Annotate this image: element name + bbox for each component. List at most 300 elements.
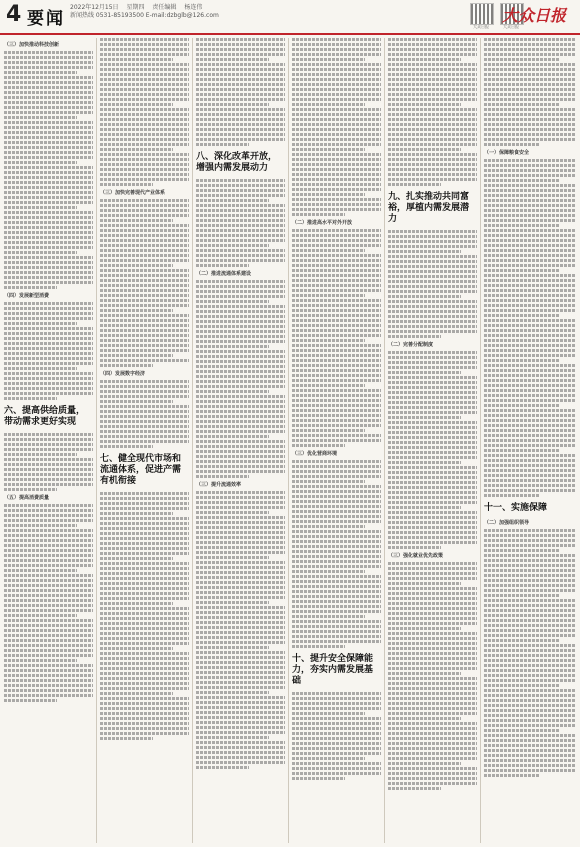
body-text-block — [484, 529, 576, 777]
text-line — [388, 173, 477, 176]
text-line — [292, 168, 381, 171]
text-line — [484, 138, 576, 141]
text-line — [484, 199, 576, 202]
text-line — [4, 141, 93, 144]
text-line — [292, 404, 381, 407]
text-line — [484, 639, 559, 642]
text-line — [292, 138, 381, 141]
body-text-block — [484, 159, 576, 497]
body-text-block — [100, 492, 189, 740]
section-heading-7: 七、健全现代市场和流通体系，促进产需有机衔接 — [100, 454, 182, 486]
text-line — [100, 597, 189, 600]
text-line — [196, 450, 285, 453]
text-line — [388, 300, 477, 303]
text-line — [484, 574, 576, 577]
text-line — [292, 777, 345, 780]
text-line — [388, 747, 477, 750]
text-line — [196, 491, 285, 494]
text-line — [388, 496, 477, 499]
text-line — [388, 541, 477, 544]
text-line — [484, 404, 559, 407]
article-column-2 — [100, 38, 189, 843]
text-line — [4, 362, 93, 365]
text-line — [100, 702, 189, 705]
text-line — [484, 724, 576, 727]
text-line — [292, 399, 381, 402]
text-line — [196, 93, 285, 96]
text-line — [292, 344, 381, 347]
text-line — [100, 163, 189, 166]
text-line — [484, 364, 576, 367]
text-line — [196, 696, 285, 699]
text-line — [484, 539, 576, 542]
text-line — [292, 570, 365, 573]
text-line — [484, 294, 576, 297]
text-line — [484, 769, 576, 772]
text-line — [292, 364, 381, 367]
text-line — [292, 702, 381, 705]
text-line — [100, 63, 189, 66]
text-line — [292, 444, 345, 447]
header-rule — [0, 33, 580, 35]
text-line — [292, 585, 381, 588]
text-line — [484, 319, 576, 322]
subhead: （二）完善分配制度 — [388, 342, 434, 348]
text-line — [4, 478, 93, 481]
text-line — [292, 515, 381, 518]
section-heading-9: 九、扎实推动共同富裕，厚植内需发展潜力 — [388, 192, 470, 224]
text-line — [292, 697, 381, 700]
text-line — [4, 599, 93, 602]
text-line — [4, 226, 93, 229]
text-line — [388, 416, 461, 419]
text-line — [484, 594, 559, 597]
text-line — [388, 118, 477, 121]
text-line — [292, 540, 381, 543]
text-line — [196, 214, 285, 217]
text-line — [4, 221, 93, 224]
text-line — [196, 731, 285, 734]
text-line — [196, 325, 285, 328]
text-line — [484, 53, 576, 56]
text-line — [484, 544, 576, 547]
text-line — [196, 561, 285, 564]
text-line — [388, 406, 477, 409]
text-line — [4, 216, 93, 219]
text-line — [4, 56, 93, 59]
text-line — [484, 384, 576, 387]
article-column-3 — [196, 38, 285, 843]
text-line — [100, 637, 189, 640]
text-line — [484, 474, 576, 477]
text-line — [388, 371, 461, 374]
text-line — [484, 644, 576, 647]
text-line — [484, 764, 576, 767]
text-line — [4, 609, 93, 612]
text-line — [388, 386, 477, 389]
text-line — [4, 529, 93, 532]
text-line — [100, 577, 189, 580]
text-line — [292, 625, 381, 628]
text-line — [292, 203, 381, 206]
text-line — [484, 389, 576, 392]
column-divider — [480, 38, 481, 843]
text-line — [292, 590, 381, 593]
text-line — [484, 224, 559, 227]
text-line — [292, 620, 381, 623]
text-line — [388, 178, 477, 181]
text-line — [484, 269, 559, 272]
text-line — [100, 622, 189, 625]
subhead: （二）推进流通体系建设 — [196, 271, 252, 277]
text-line — [484, 664, 576, 667]
text-line — [100, 420, 189, 423]
text-line — [100, 592, 189, 595]
text-line — [484, 439, 576, 442]
text-line — [100, 209, 189, 212]
text-line — [196, 335, 285, 338]
text-line — [292, 717, 381, 720]
text-line — [484, 314, 559, 317]
text-line — [196, 681, 285, 684]
text-line — [292, 98, 381, 101]
text-line — [196, 506, 285, 509]
article-column-6 — [484, 38, 576, 843]
text-line — [292, 213, 345, 216]
text-line — [292, 414, 381, 417]
text-line — [4, 86, 93, 89]
text-line — [196, 48, 285, 51]
text-line — [292, 314, 381, 317]
text-line — [484, 624, 576, 627]
text-line — [292, 757, 365, 760]
text-line — [100, 537, 189, 540]
text-line — [388, 411, 477, 414]
text-line — [196, 280, 285, 283]
text-line — [484, 68, 576, 71]
text-line — [196, 686, 285, 689]
section-title: 要闻 — [27, 9, 65, 29]
text-line — [484, 369, 576, 372]
text-line — [292, 158, 381, 161]
body-text-block — [484, 38, 576, 146]
text-line — [388, 727, 477, 730]
text-line — [388, 103, 461, 106]
body-text-block — [196, 491, 285, 769]
text-line — [388, 521, 477, 524]
text-line — [196, 118, 285, 121]
text-line — [100, 214, 189, 217]
text-line — [292, 38, 381, 41]
text-line — [196, 551, 285, 554]
text-line — [196, 123, 285, 126]
text-line — [196, 179, 285, 182]
text-line — [484, 284, 576, 287]
text-line — [4, 266, 93, 269]
text-line — [388, 567, 477, 570]
text-line — [484, 739, 576, 742]
text-line — [292, 143, 381, 146]
text-line — [388, 83, 477, 86]
text-line — [4, 131, 93, 134]
text-line — [4, 664, 93, 667]
text-line — [292, 188, 381, 191]
text-line — [484, 434, 576, 437]
text-line — [4, 483, 93, 486]
text-line — [292, 113, 381, 116]
text-line — [100, 239, 189, 242]
text-line — [100, 627, 189, 630]
text-line — [388, 562, 477, 565]
text-line — [388, 787, 441, 790]
text-line — [388, 587, 477, 590]
text-line — [100, 168, 189, 171]
text-line — [100, 224, 189, 227]
text-line — [292, 88, 381, 91]
text-line — [4, 559, 93, 562]
text-line — [4, 544, 93, 547]
text-line — [292, 510, 381, 513]
text-line — [100, 617, 189, 620]
section-heading-11: 十一、实施保障 — [484, 503, 548, 513]
text-line — [292, 742, 381, 745]
text-line — [292, 234, 381, 237]
text-line — [388, 737, 477, 740]
text-line — [100, 652, 189, 655]
text-line — [100, 507, 189, 510]
text-line — [388, 667, 477, 670]
text-line — [484, 579, 576, 582]
text-line — [196, 761, 285, 764]
text-line — [484, 38, 576, 41]
body-text-block — [292, 229, 381, 447]
text-line — [388, 295, 461, 298]
text-line — [484, 164, 576, 167]
text-line — [388, 320, 477, 323]
text-line — [388, 396, 477, 399]
text-line — [484, 704, 576, 707]
text-line — [100, 697, 189, 700]
text-line — [484, 239, 576, 242]
text-line — [100, 279, 189, 282]
text-line — [388, 471, 477, 474]
text-line — [292, 359, 381, 362]
text-line — [388, 767, 477, 770]
text-line — [4, 453, 77, 456]
text-line — [4, 246, 93, 249]
text-line — [100, 405, 189, 408]
text-line — [196, 345, 269, 348]
text-line — [196, 400, 285, 403]
text-line — [100, 722, 189, 725]
text-line — [100, 557, 173, 560]
text-line — [484, 634, 576, 637]
subhead: （三）强化就业优先政策 — [388, 553, 444, 559]
text-line — [484, 414, 576, 417]
text-line — [292, 73, 381, 76]
text-line — [100, 299, 189, 302]
text-line — [292, 123, 381, 126]
text-line — [292, 707, 381, 710]
text-line — [292, 424, 381, 427]
column-divider — [96, 38, 97, 843]
text-line — [100, 354, 173, 357]
text-line — [388, 692, 477, 695]
text-line — [388, 511, 477, 514]
text-line — [388, 275, 477, 278]
section-heading-6: 六、提高供给质量，带动需求更好实现 — [4, 406, 86, 427]
text-line — [388, 250, 461, 253]
text-line — [196, 63, 285, 66]
text-line — [484, 734, 576, 737]
text-line — [388, 762, 461, 765]
text-line — [196, 626, 285, 629]
text-line — [292, 379, 381, 382]
text-line — [292, 752, 381, 755]
text-line — [388, 486, 477, 489]
text-line — [388, 531, 477, 534]
body-text-block — [292, 460, 381, 648]
text-line — [100, 284, 189, 287]
text-line — [100, 552, 189, 555]
text-line — [388, 697, 477, 700]
text-line — [292, 560, 381, 563]
text-line — [484, 444, 576, 447]
text-line — [196, 651, 285, 654]
text-line — [100, 517, 189, 520]
text-line — [388, 351, 477, 354]
text-line — [484, 629, 576, 632]
text-line — [4, 372, 93, 375]
text-line — [292, 319, 381, 322]
text-line — [388, 153, 477, 156]
text-line — [484, 184, 576, 187]
text-line — [388, 642, 477, 645]
text-line — [4, 624, 93, 627]
text-line — [388, 58, 461, 61]
text-line — [388, 476, 477, 479]
text-line — [100, 632, 189, 635]
text-line — [196, 571, 285, 574]
text-line — [484, 694, 576, 697]
text-line — [388, 133, 477, 136]
text-line — [100, 607, 189, 610]
text-line — [4, 554, 93, 557]
text-line — [484, 254, 576, 257]
text-line — [292, 530, 381, 533]
text-line — [484, 464, 576, 467]
text-line — [484, 774, 539, 777]
text-line — [4, 307, 93, 310]
subhead: （二）推进高水平对外开放 — [292, 220, 353, 226]
text-line — [100, 158, 189, 161]
text-line — [292, 198, 381, 201]
text-line — [196, 621, 285, 624]
text-line — [292, 58, 365, 61]
text-line — [4, 584, 93, 587]
text-line — [196, 526, 285, 529]
text-line — [484, 674, 576, 677]
subhead: （四）发展新型消费 — [4, 293, 50, 299]
text-line — [292, 692, 381, 695]
text-line — [484, 669, 576, 672]
text-line — [196, 234, 285, 237]
text-line — [388, 63, 477, 66]
text-line — [100, 662, 189, 665]
text-line — [196, 184, 285, 187]
text-line — [388, 607, 477, 610]
text-line — [196, 290, 285, 293]
text-line — [292, 747, 381, 750]
text-line — [388, 461, 461, 464]
text-line — [388, 536, 477, 539]
text-line — [4, 564, 93, 567]
text-line — [388, 772, 477, 775]
text-line — [196, 219, 285, 222]
text-line — [100, 612, 189, 615]
text-line — [388, 245, 477, 248]
text-line — [100, 98, 189, 101]
text-line — [484, 589, 576, 592]
text-line — [196, 73, 285, 76]
text-line — [100, 244, 189, 247]
text-line — [292, 762, 381, 765]
text-line — [292, 575, 381, 578]
text-line — [292, 289, 381, 292]
text-line — [4, 211, 93, 214]
text-line — [196, 128, 285, 131]
text-line — [388, 260, 477, 263]
text-line — [292, 83, 381, 86]
text-line — [4, 488, 57, 491]
text-line — [100, 113, 189, 116]
text-line — [4, 519, 93, 522]
text-line — [388, 742, 477, 745]
text-line — [4, 629, 93, 632]
text-line — [4, 509, 93, 512]
text-line — [4, 352, 93, 355]
text-line — [196, 511, 269, 514]
text-line — [484, 654, 576, 657]
text-line — [100, 249, 189, 252]
subhead: （三）加快完善现代产业体系 — [100, 190, 166, 196]
text-line — [484, 684, 559, 687]
text-line — [100, 289, 189, 292]
text-line — [292, 580, 381, 583]
text-line — [4, 251, 77, 254]
text-line — [196, 113, 285, 116]
text-line — [100, 400, 173, 403]
text-line — [4, 51, 93, 54]
text-line — [100, 133, 189, 136]
text-line — [4, 71, 77, 74]
text-line — [292, 43, 381, 46]
text-line — [196, 611, 285, 614]
text-line — [484, 619, 576, 622]
text-line — [484, 43, 576, 46]
text-line — [292, 565, 381, 568]
text-line — [100, 304, 189, 307]
text-line — [196, 199, 269, 202]
text-line — [484, 429, 576, 432]
text-line — [100, 497, 189, 500]
text-line — [292, 712, 365, 715]
text-line — [388, 456, 477, 459]
text-line — [292, 369, 381, 372]
text-line — [292, 495, 381, 498]
text-line — [388, 702, 477, 705]
qr-code-left-icon — [470, 3, 494, 25]
